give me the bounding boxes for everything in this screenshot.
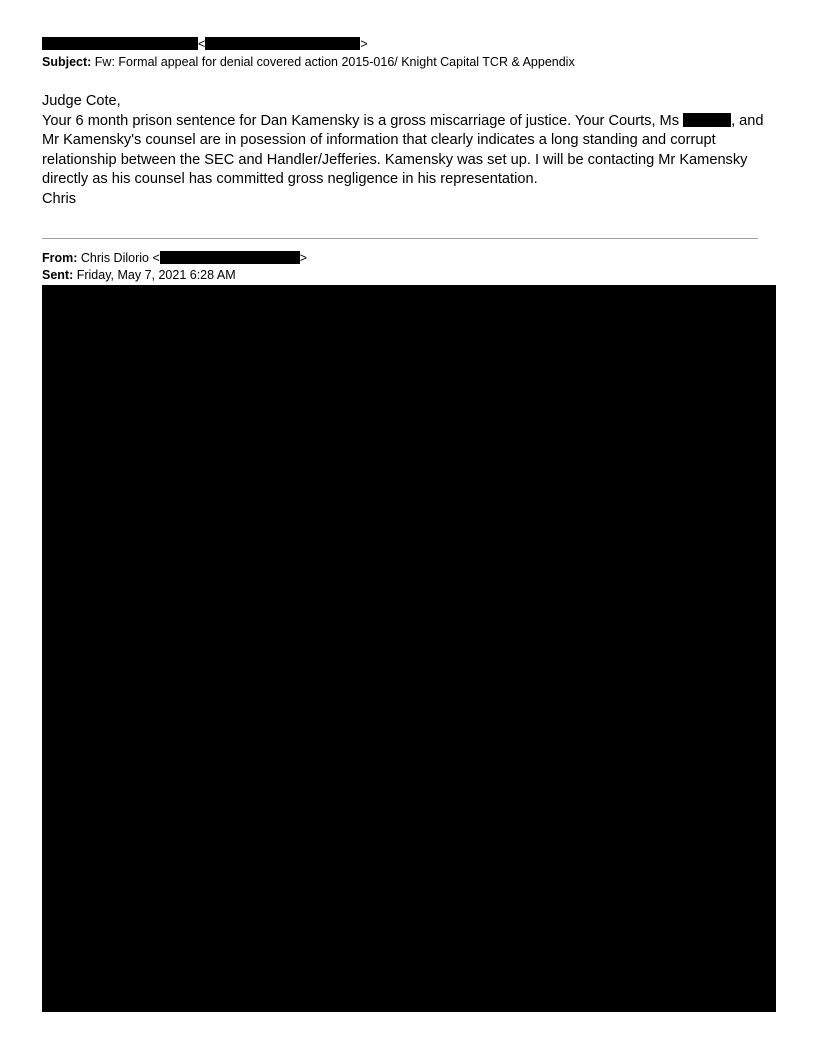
from-line xyxy=(42,250,307,266)
from-label: From: xyxy=(42,251,78,265)
sender-email-close-bracket: > xyxy=(360,37,368,51)
redacted-sender-name xyxy=(42,37,198,50)
greeting: Judge Cote, xyxy=(42,93,121,109)
forward-divider xyxy=(42,238,758,239)
sent-label: Sent: xyxy=(42,268,74,282)
body-paragraph-part1: Your 6 month prison sentence for Dan Kamensky is a gross miscarriage of justice. Your Courts, Ms xyxy=(42,112,684,129)
body-paragraph xyxy=(42,112,782,190)
sent-value: Friday, May 7, 2021 6:28 AM xyxy=(76,268,236,282)
redacted-from-email xyxy=(160,251,300,264)
from-name: Chris Dilorio < xyxy=(80,251,160,265)
sent-line xyxy=(42,267,236,283)
signature: Chris xyxy=(42,190,77,207)
subject-label: Subject: xyxy=(42,55,92,69)
redacted-name xyxy=(683,113,731,127)
sender-email-open-bracket: < xyxy=(198,37,206,51)
subject-value: Fw: Formal appeal for denial covered action 2015-016/ Knight Capital TCR & Appendix xyxy=(94,55,575,69)
redacted-message-block xyxy=(42,285,776,1012)
redacted-sender-email xyxy=(205,37,360,50)
sender-header-line xyxy=(42,36,368,52)
subject-line xyxy=(42,54,575,70)
body-paragraph-part2: , and Mr Kamensky's counsel are in posession of information that clearly indicates a long standing and corrupt relationship between the SEC and Handler/Jefferies. Kamensky was set up. I will be contacting Mr Kamensky directly as his counsel has committed gross negligence in his representation. xyxy=(42,112,764,187)
from-close-bracket: > xyxy=(299,251,308,265)
email-body xyxy=(42,92,782,209)
